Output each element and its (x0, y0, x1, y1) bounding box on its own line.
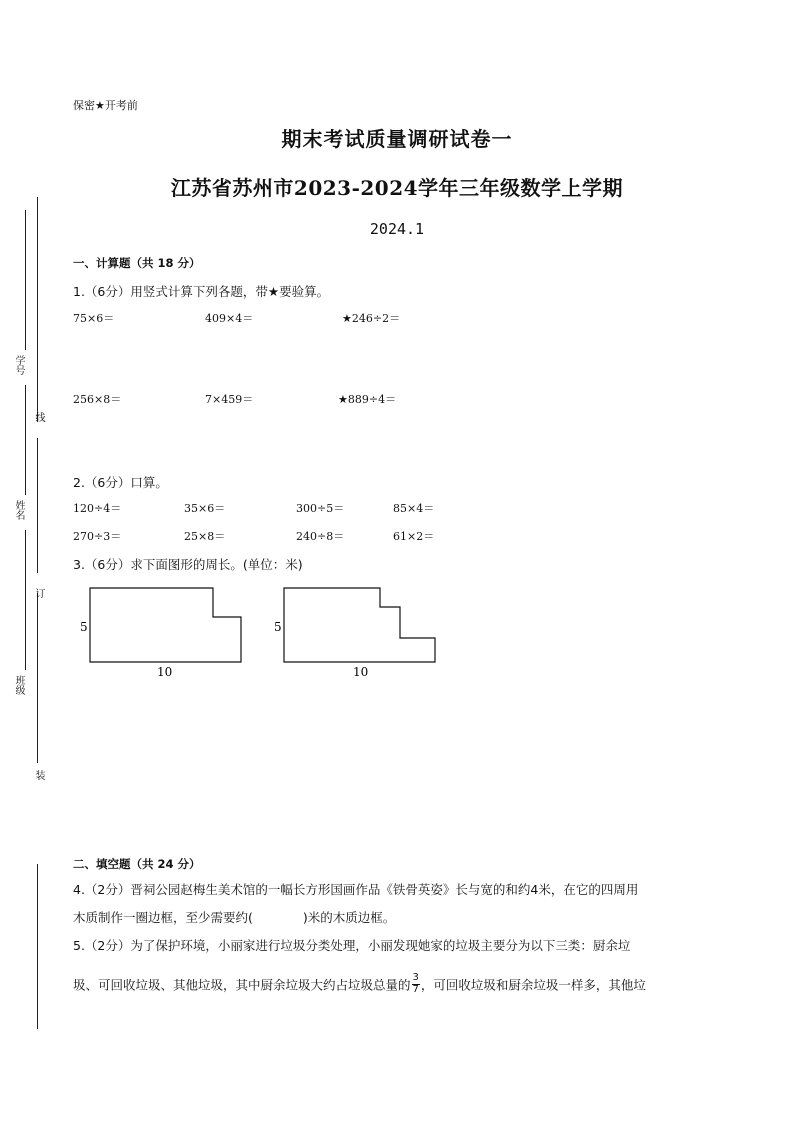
q1-expr-3: ★246÷2＝ (342, 312, 401, 325)
q2-expr-2: 35×6＝ (184, 502, 226, 515)
q5-fraction-numerator: 3 (412, 972, 419, 983)
q1-expr-6: ★889÷4＝ (338, 393, 397, 406)
q4-line-1: 4.（2分）晋祠公园赵梅生美术馆的一幅长方形国画作品《铁骨英姿》长与宽的和约4米，在它的四周用 (73, 882, 639, 897)
class-label: 班级 (13, 675, 24, 695)
q2-text: 2.（6分）口算。 (73, 475, 168, 490)
exam-title: 期末考试质量调研试卷一 (281, 127, 513, 151)
q3-figure-1 (90, 588, 241, 662)
q1-text: 1.（6分）用竖式计算下列各题，带★要验算。 (73, 284, 330, 299)
q3-fig2-width-label: 10 (353, 665, 369, 679)
q2-expr-4: 85×4＝ (393, 502, 435, 515)
q5-line-2-part-a: 圾、可回收垃圾、其他垃圾，其中厨余垃圾大约占垃圾总量的 (73, 977, 411, 993)
q5-line-2 (73, 972, 646, 997)
q5-fraction-denominator: 7 (412, 983, 419, 995)
q2-expr-8: 61×2＝ (393, 530, 435, 543)
binding-line-mark: 线 (33, 412, 44, 422)
q3-fig1-height-label: 5 (80, 620, 88, 634)
q2-expr-6: 25×8＝ (184, 530, 226, 543)
binding-bind-mark: 装 (33, 770, 44, 780)
q3-figure-2 (284, 588, 435, 662)
q2-expr-3: 300÷5＝ (296, 502, 345, 515)
exam-date: 2024.1 (369, 220, 425, 238)
q1-expr-1: 75×6＝ (73, 312, 115, 325)
q5-line-1: 5.（2分）为了保护环境，小丽家进行垃圾分类处理，小丽发现她家的垃圾主要分为以下三类：厨余垃 (73, 938, 631, 953)
q2-expr-1: 120÷4＝ (73, 502, 122, 515)
q4-line-2: 木质制作一圈边框，至少需要约( )米的木质边框。 (73, 910, 396, 925)
confidential-note: 保密★开考前 (73, 99, 138, 112)
q2-expr-5: 270÷3＝ (73, 530, 122, 543)
q5-fraction (412, 973, 420, 995)
q3-fig1-width-label: 10 (157, 665, 173, 679)
q1-expr-2: 409×4＝ (205, 312, 254, 325)
q3-text: 3.（6分）求下面图形的周长。(单位：米) (73, 557, 303, 572)
q1-expr-5: 7×459＝ (205, 393, 254, 406)
q3-fig2-height-label: 5 (274, 620, 282, 634)
student-no-label: 学号 (13, 355, 24, 375)
q1-expr-4: 256×8＝ (73, 393, 122, 406)
section2-heading: 二、填空题（共 24 分） (73, 857, 201, 871)
q5-line-2-part-b: ，可回收垃圾和厨余垃圾一样多，其他垃 (420, 977, 646, 993)
binding-order-mark: 订 (33, 588, 44, 598)
name-label: 姓名 (13, 500, 24, 520)
q2-expr-7: 240÷8＝ (296, 530, 345, 543)
exam-subtitle: 江苏省苏州市2023-2024学年三年级数学上学期 (170, 176, 624, 200)
section1-heading: 一、计算题（共 18 分） (73, 256, 201, 270)
